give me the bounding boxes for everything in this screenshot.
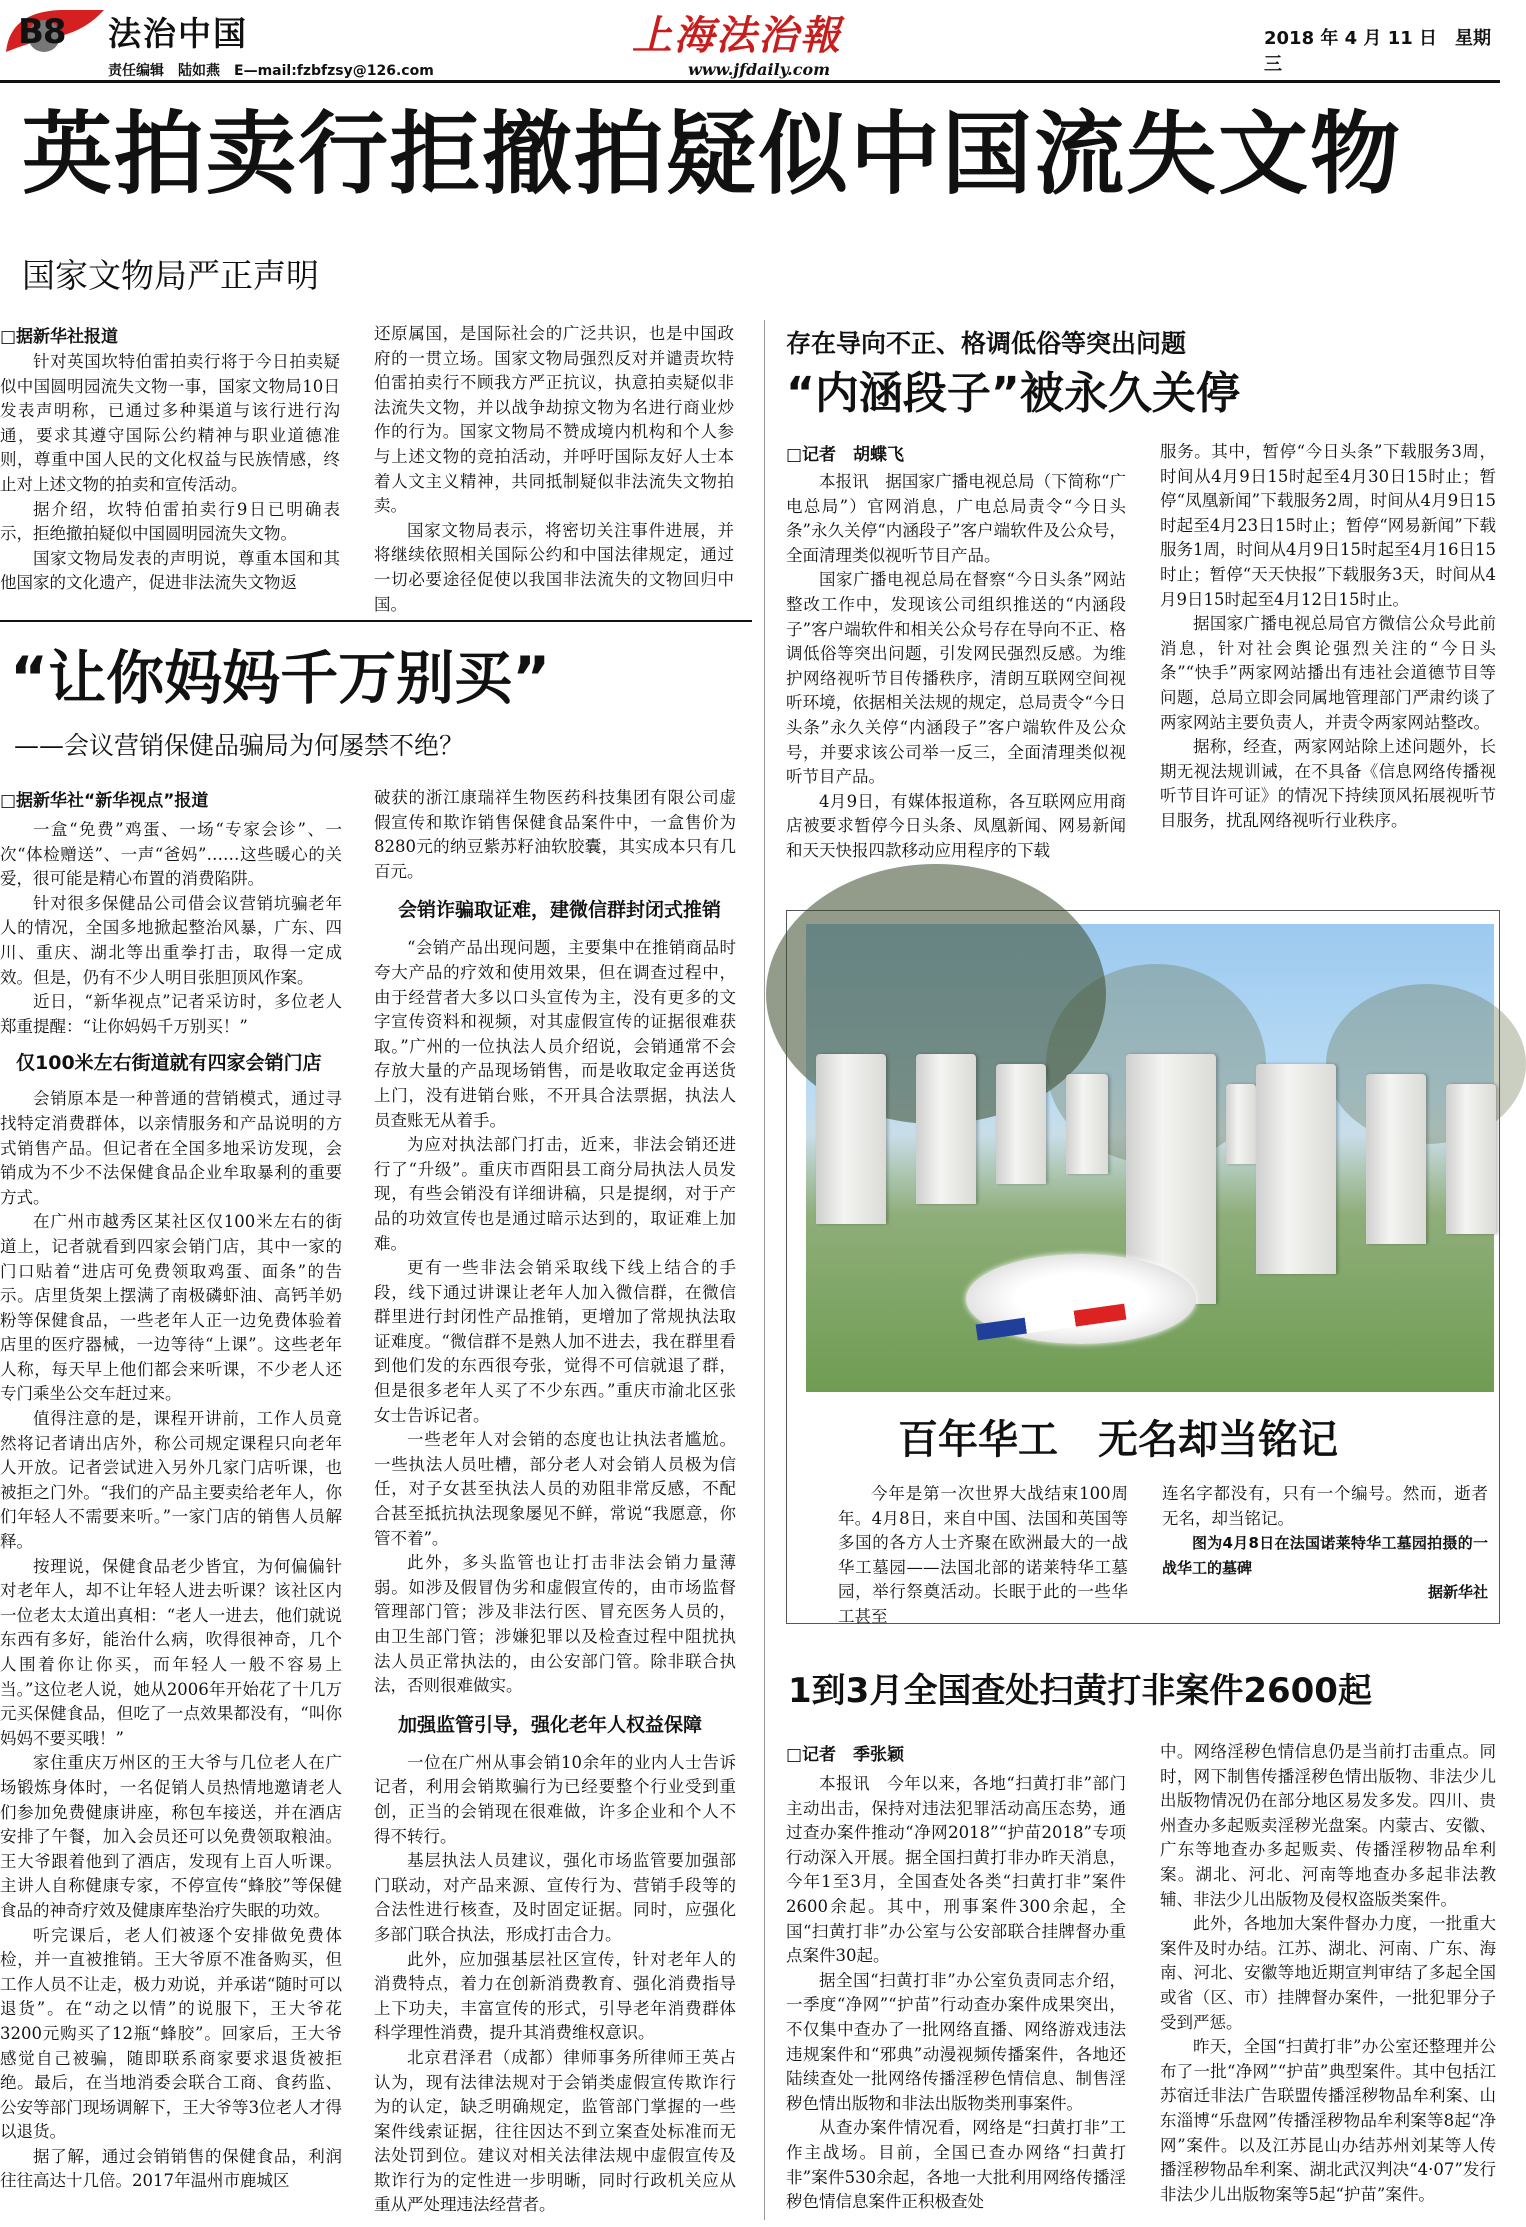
column-divider: [764, 320, 765, 2220]
tree: [1326, 984, 1526, 1144]
paragraph: 连名字都没有，只有一个编号。然而，逝者无名，却当铭记。: [1162, 1484, 1488, 1528]
article2-subtitle: ——会议营销保健品骗局为何屡禁不绝？: [14, 731, 465, 760]
article3-kicker: 存在导向不正、格调低俗等突出问题: [786, 329, 1187, 358]
photo-story-column-1: [838, 1482, 1128, 1626]
paragraph: 国家文物局发表的声明说，尊重本国和其他国家的文化遗产，促进非法流失文物返: [0, 548, 340, 593]
article3-column-2: [1160, 440, 1496, 870]
tombstone: [816, 1054, 886, 1224]
paragraph: 服务。其中，暂停“今日头条”下载服务3周，时间从4月9日15时起至4月30日15时止；暂停“凤凰新闻”下载服务2周，时间从4月9日15时起至4月23日15时止；暂停“网易新闻”下载服务1周，时间从4月9日15时起至4月16日15时止；暂停“天天快报”下载服务3天，时间从4月9日15时起至4月12日15时止。: [1160, 442, 1496, 609]
paragraph: 据称，经查，两家网站除上述问题外，长期无视法规训诫，在不具备《信息网络传播视听节目许可证》的情况下持续顶风拓展视听节目服务，扰乱网络视听行业秩序。: [1160, 737, 1496, 830]
tombstone: [1366, 1074, 1426, 1244]
photo-credit: 据新华社: [1427, 1583, 1488, 1602]
article1-column-2: [374, 322, 734, 614]
paragraph: 本报讯 据国家广播电视总局（下简称“广电总局”）官网消息，广电总局责令“今日头条”永久关停“内涵段子”客户端软件及公众号，全面清理类似视听节目产品。: [786, 472, 1126, 565]
paragraph: 还原属国，是国际社会的广泛共识，也是中国政府的一贯立场。国家文物局强烈反对并谴责坎特伯雷拍卖行不顾我方严正抗议，执意拍卖疑似非法流失文物，并以战争劫掠文物为名进行商业炒作的行为。国家文物局不赞成境内机构和个人参与上述文物的竞拍活动，并呼吁国际友好人士本着人文主义精神，共同抵制疑似非法流失文物拍卖。: [374, 324, 734, 516]
paragraph: 破获的浙江康瑞祥生物医药科技集团有限公司虚假宣传和欺诈销售保健食品案件中，一盒售价为8280元的纳豆紫苏籽油软胶囊，其实成本只有几百元。: [374, 788, 736, 881]
issue-date: 2018 年 4 月 11 日 星期三: [1264, 28, 1492, 75]
paragraph: 昨天，全国“扫黄打非”办公室还整理并公布了一批“净网”“护苗”典型案件。其中包括江苏宿迁非法广告联盟传播淫秽物品牟利案、山东淄博“乐盘网”传播淫秽物品牟利案等8起“净网”案件。以及江苏昆山办结苏州刘某等人传播淫秽物品牟利案、湖北武汉判决“4·07”发行非法少儿出版物案等5起“护苗”案件。: [1160, 2037, 1496, 2204]
paragraph: 此外，多头监管也让打击非法会销力量薄弱。如涉及假冒伪劣和虚假宣传的，由市场监督管理部门管；涉及非法行医、冒充医务人员的，由卫生部门管；涉嫌犯罪以及检查过程中阻扰执法人员正常执法的，由公安部门管。除非联合执法，否则很难做实。: [374, 1553, 736, 1696]
article2-subheading-2: 会销诈骗取证难，建微信群封闭式推销: [398, 899, 722, 922]
paragraph: 北京君泽君（成都）律师事务所律师王英占认为，现有法律法规对于会销类虚假宣传欺诈行为的认定，缺乏明确规定，监管部门掌握的一些案件线索证据，往往因达不到立案查处标准而无法处罚到位。建议对相关法律法规中虚假宣传及欺诈行为的定性进一步明晰，同时行政机关应从重从严处理违法经营者。: [374, 2047, 736, 2215]
paragraph: 此外，各地加大案件督办力度，一批重大案件及时办结。江苏、湖北、河南、广东、海南、河北、安徽等地近期宣判审结了多起全国或省（区、市）挂牌督办案件，一批犯罪分子受到严惩。: [1160, 1914, 1496, 2032]
paragraph: 为应对执法部门打击，近来，非法会销还进行了“升级”。重庆市酉阳县工商分局执法人员发现，有些会销没有详细讲稿，只是提纲，对于产品的功效宣传也是通过暗示达到的，取证难上加难。: [374, 1135, 736, 1253]
paragraph: 一些老年人对会销的态度也让执法者尴尬。一些执法人员吐槽，部分老人对会销人员极为信任，对子女甚至执法人员的劝阻非常反感，不配合甚至抵抗执法现象屡见不鲜，常说“我愿意，你管不着”。: [374, 1430, 736, 1548]
page-number: B8: [18, 12, 66, 52]
paragraph: 更有一些非法会销采取线下线上结合的手段，线下通过讲课让老年人加入微信群，在微信群里进行封闭性产品推销，更增加了常规执法取证难度。“微信群不是熟人加不进去，我在群里看到他们发的东西很夸张，觉得不可信就退了群，但是很多老年人买了不少东西。”重庆市渝北区张女士告诉记者。: [374, 1258, 736, 1425]
paragraph: 据介绍，坎特伯雷拍卖行9日已明确表示，拒绝撤拍疑似中国圆明园流失文物。: [0, 499, 340, 544]
website: www.jfdaily.com: [688, 60, 831, 79]
editor-info: 责任编辑 陆如燕 E—mail:fzbfzsy@126.com: [108, 63, 434, 79]
paragraph: 近日，“新华视点”记者采访时，多位老人郑重提醒：“让你妈妈千万别买！”: [0, 992, 342, 1036]
photo-story-column-2: [1162, 1482, 1488, 1612]
paragraph: 据了解，通过会销销售的保健食品，利润往往高达十几倍。2017年温州市鹿城区: [0, 2146, 342, 2191]
article3-column-1: [786, 470, 1126, 870]
paragraph: 一盒“免费”鸡蛋、一场“专家会诊”、一次“体检赠送”、一声“爸妈”……这些暖心的关爱，很可能是精心布置的消费陷阱。: [0, 820, 342, 889]
tombstone: [1446, 1084, 1496, 1234]
paragraph: 本报讯 今年以来，各地“扫黄打非”部门主动出击，保持对违法犯罪活动高压态势，通过查办案件推动“净网2018”“护苗2018”专项行动深入开展。据全国扫黄打非办昨天消息，今年1至3月，全国查处各类“扫黄打非”案件2600余起。其中，刑事案件300余起，全国“扫黄打非”办公室与公安部联合挂牌督办重点案件30起。: [786, 1774, 1126, 1966]
article4-byline: □记者 季张颖: [786, 1745, 905, 1765]
paragraph: 听完课后，老人们被逐个安排做免费体检，并一直被推销。王大爷原不准备购买，但工作人员不让走，极力劝说，并承诺“随时可以退货”。在“动之以情”的说服下，王大爷花3200元购买了12瓶“蜂胶”。回家后，王大爷感觉自己被骗，随即联系商家要求退货被拒绝。最后，在当地消委会联合工商、食药监、公安等部门现场调解下，王大爷等3位老人才得以退货。: [0, 1925, 342, 2142]
article3-title: “内涵段子”被永久关停: [786, 368, 1240, 419]
article2-column-1: [0, 818, 342, 2224]
article2-title: “让你妈妈千万别买”: [10, 644, 551, 712]
article3-byline: □记者 胡蝶飞: [786, 445, 905, 465]
paragraph: 基层执法人员建议，强化市场监管要加强部门联动，对产品来源、宣传行为、营销手段等的合法性进行核查，及时固定证据。同时，应强化多部门联合执法，形成打击合力。: [374, 1851, 736, 1944]
paragraph: 针对很多保健品公司借会议营销坑骗老年人的情况，全国多地掀起整治风暴，广东、四川、重庆、湖北等出重拳打击，取得一定成效。但是，仍有不少人明目张胆顶风作案。: [0, 893, 342, 987]
article1-title: 英拍卖行拒撤拍疑似中国流失文物: [22, 102, 1402, 207]
photo-caption: 图为4月8日在法国诺莱特华工墓园拍摄的一战华工的墓碑: [1162, 1534, 1488, 1577]
article2-subheading-1: 仅100米左右街道就有四家会销门店: [16, 1052, 322, 1075]
section-name: 法治中国: [108, 14, 248, 53]
paragraph: 家住重庆万州区的王大爷与几位老人在广场锻炼身体时，一名促销人员热情地邀请老人们参加免费健康讲座，称包车接送，并在酒店安排了午餐，加入会员还可以免费领取粮油。王大爷跟着他到了酒店，发现有上百人听课。主讲人自称健康专家，不停宣传“蜂胶”等保健食品的神奇疗效及健康库垫治疗失眠的功效。: [0, 1753, 342, 1920]
page-number-badge: [0, 6, 112, 54]
paragraph: 今年是第一次世界大战结束100周年。4月8日，来自中国、法国和英国等多国的各方人士齐聚在欧洲最大的一战华工墓园——法国北部的诺莱特华工墓园，举行祭奠活动。长眠于此的一些华工甚至: [838, 1484, 1128, 1626]
paragraph: 4月9日，有媒体报道称，各互联网应用商店被要求暂停今日头条、凤凰新闻、网易新闻和天天快报四款移动应用程序的下载: [786, 791, 1126, 860]
article4-column-1: [786, 1772, 1126, 2224]
paragraph: 值得注意的是，课程开讲前，工作人员竟然将记者请出店外，称公司规定课程只向老年人开放。记者尝试进入另外几家门店听课，也被拒之门外。“我们的产品主要卖给老年人，你们年轻人不需要来听。”一家门店的销售人员解释。: [0, 1409, 342, 1552]
article1-subtitle: 国家文物局严正声明: [22, 256, 319, 295]
paragraph: 针对英国坎特伯雷拍卖行将于今日拍卖疑似中国圆明园流失文物一事，国家文物局10日发表声明称，已通过多种渠道与该行进行沟通，要求其遵守国际公约精神与职业道德准则，尊重中国人民的文化权益与民族情感，终止对上述文物的拍卖和宣传活动。: [0, 352, 340, 494]
paragraph: 会销原本是一种普通的营销模式，通过寻找特定消费群体，以亲情服务和产品说明的方式销售产品。但记者在全国多地采访发现，会销成为不少不法保健食品企业牟取暴利的重要方式。: [0, 1089, 342, 1207]
article1-byline: □据新华社报道: [0, 327, 119, 347]
article2-byline: □据新华社“新华视点”报道: [0, 791, 209, 811]
paragraph: 按理说，保健食品老少皆宜，为何偏偏针对老年人，却不让年轻人进去听课？该社区内一位老太太道出真相：“老人一进去，他们就说东西有多好，能治什么病，吹得很神奇，几个人围着你让你买，而年轻人一般不容易上当。”这位老人说，她从2006年开始花了十几万元买保健食品，但吃了一点效果都没有，“叫你妈妈不要买哦！”: [0, 1556, 342, 1748]
paragraph: 国家广播电视总局在督察“今日头条”网站整改工作中，发现该公司组织推送的“内涵段子”客户端软件和相关公众号存在导向不正、格调低俗等突出问题，引发网民强烈反感。为维护网络视听节目传播秩序，清朗互联网空间视听环境，依据相关法规的规定，总局责令“今日头条”永久关停“内涵段子”客户端软件及公众号，并要求该公司举一反三，全面清理类似视听节目产品。: [786, 570, 1126, 787]
newspaper-logo: 上海法治報: [632, 12, 842, 59]
tombstone: [916, 1054, 976, 1204]
paragraph: 从查办案件情况看，网络是“扫黄打非”工作主战场。目前，全国已查办网络“扫黄打非”案件530余起，各地一大批利用网络传播淫秽色情信息案件正积极查处: [786, 2118, 1126, 2212]
tombstone: [1226, 1084, 1256, 1164]
photo-story-title: 百年华工 无名却当铭记: [898, 1417, 1338, 1463]
tombstone: [1066, 1074, 1108, 1174]
cemetery-photo: [806, 924, 1494, 1392]
header-rule: [0, 80, 1500, 83]
paragraph: 据国家广播电视总局官方微信公众号此前消息，针对社会舆论强烈关注的“今日头条”“快手”两家网站播出有违社会道德节目等问题，总局立即会同属地管理部门严肃约谈了两家网站主要负责人，并责令两家网站整改。: [1160, 614, 1496, 732]
paragraph: “会销产品出现问题，主要集中在推销商品时夸大产品的疗效和使用效果，但在调查过程中，由于经营者大多以口头宣传为主，没有更多的文字宣传资料和视频，对其虚假宣传的证据很难获取。”广州的一位执法人员介绍说，会销通常不会存放大量的产品现场销售，而是收取定金再送货上门，没有进销台账，不开具合法票据，执法人员查账无从着手。: [374, 938, 736, 1130]
article1-column-1: [0, 350, 340, 600]
paragraph: 一位在广州从事会销10余年的业内人士告诉记者，利用会销欺骗行为已经要整个行业受到重创，正当的会销现在很难做，许多企业和个人不得不转行。: [374, 1752, 736, 1846]
paragraph: 在广州市越秀区某社区仅100米左右的街道上，记者就看到四家会销门店，其中一家的门口贴着“进店可免费领取鸡蛋、面条”的告示。店里货架上摆满了南极磷虾油、高钙羊奶粉等保健食品，一些老年人正一边免费体验着店里的医疗器械，一边等待“上课”。这些老年人称，每天早上他们都会来听课，不少老人还专门乘坐公交车赶过来。: [0, 1212, 342, 1404]
tombstone: [996, 1064, 1046, 1184]
paragraph: 国家文物局表示，将密切关注事件进展，并将继续依照相关国际公约和中国法律规定，通过一切必要途径促使以我国非法流失的文物回归中国。: [374, 520, 734, 614]
article2-subheading-3: 加强监管引导，强化老年人权益保障: [398, 1713, 703, 1736]
article2-column-2: [374, 786, 736, 2224]
article4-title: 1到3月全国查处扫黄打非案件2600起: [788, 1671, 1372, 1711]
article4-column-2: [1160, 1740, 1496, 2224]
paragraph: 此外，应加强基层社区宣传，针对老年人的消费特点，着力在创新消费教育、强化消费指导上下功夫，丰富宣传的形式，引导老年消费群体科学理性消费，提升其消费维权意识。: [374, 1949, 736, 2043]
paragraph: 据全国“扫黄打非”办公室负责同志介绍，一季度“净网”“护苗”行动查办案件成果突出，不仅集中查办了一批网络直播、网络游戏违法违规案件和“邪典”动漫视频传播案件，各地还陆续查处一批网络传播淫秽色情信息、制售淫秽色情出版物和非法出版物类刑事案件。: [786, 1970, 1126, 2113]
paragraph: 中。网络淫秽色情信息仍是当前打击重点。同时，网下制售传播淫秽色情出版物、非法少儿出版物情况仍在部分地区易发多发。四川、贵州查办多起贩卖淫秽光盘案。内蒙古、安徽、广东等地查办多起贩卖、传播淫秽物品牟利案。湖北、河北、河南等地查办多起非法教辅、非法少儿出版物及侵权盗版类案件。: [1160, 1742, 1496, 1909]
tombstone: [1256, 1064, 1336, 1274]
divider: [0, 620, 752, 622]
